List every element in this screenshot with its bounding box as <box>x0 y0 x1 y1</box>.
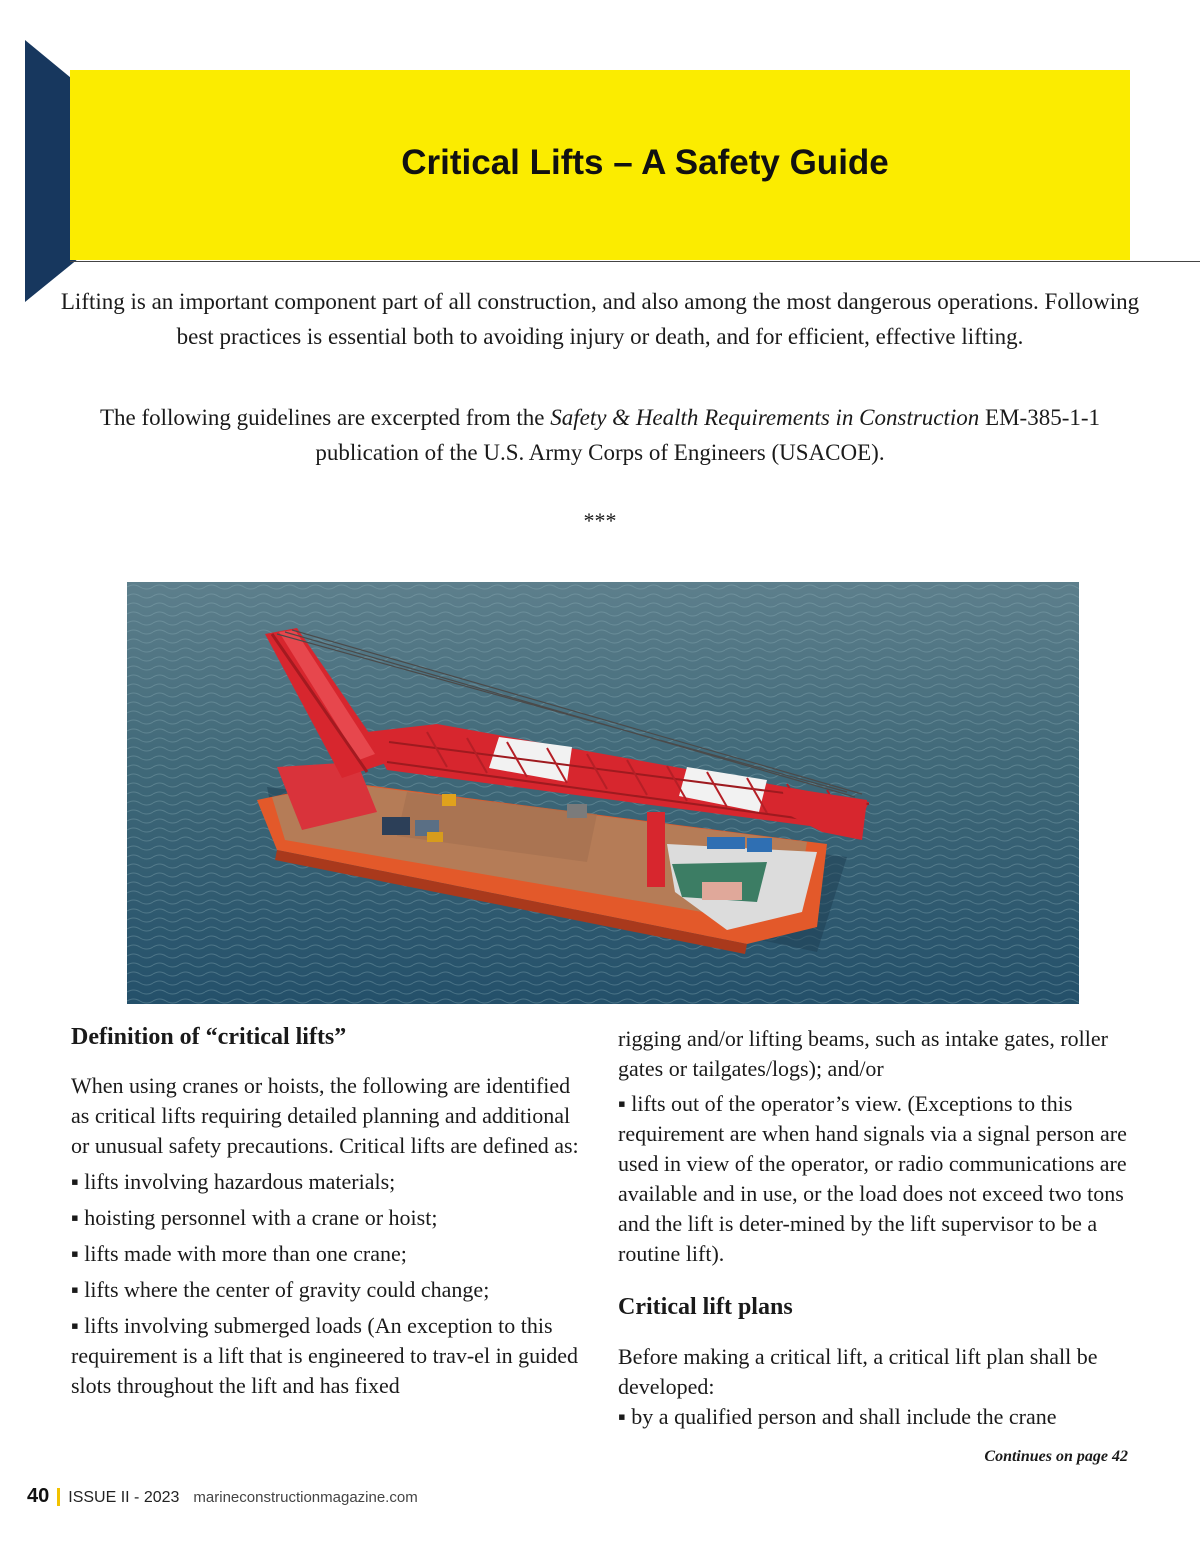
list-item: ▪ hoisting personnel with a crane or hoist; <box>71 1205 438 1230</box>
lift-plan-lead-paragraph: Before making a critical lift, a critical lift plan shall be developed: <box>618 1344 1098 1399</box>
list-item: ▪ by a qualified person and shall include the crane <box>618 1404 1057 1429</box>
continuation-paragraph: rigging and/or lifting beams, such as intake gates, roller gates or tailgates/logs); and/or <box>618 1026 1108 1081</box>
intro-paragraph: Lifting is an important component part of all construction, and also among the most dangerous operations. Following best practices is essential both to avoiding injury or death, and for efficient, effective lifting. <box>60 289 1140 349</box>
page-title: Critical Lifts – A Safety Guide <box>401 143 889 182</box>
website-link[interactable]: marineconstructionmagazine.com <box>193 1489 418 1506</box>
source-paragraph: The following guidelines are excerpted from the Safety & Health Requirements in Construction EM-385-1-1 publication of the U.S. Army Corps of Engineers (USACOE). <box>99 405 1101 465</box>
page-footer <box>27 1485 418 1508</box>
right-column <box>618 1024 1133 1432</box>
section-heading-definition: Definition of “critical lifts” <box>71 1024 347 1050</box>
footer-divider-bar <box>57 1488 60 1506</box>
list-item: ▪ lifts involving hazardous materials; <box>71 1169 396 1194</box>
page-number: 40 <box>27 1485 50 1507</box>
list-item: ▪ lifts out of the operator’s view. (Exceptions to this requirement are when hand signals via a signal person are used in view of the operator, or radio communications are available and in use, or the load does not exceed two tons and the lift is deter-mined by the lift supervisor to be a routine lift). <box>618 1091 1127 1266</box>
list-item: ▪ lifts involving submerged loads (An exception to this requirement is a lift that is engineered to trav-el in guided slots throughout the lift and has fixed <box>71 1313 579 1398</box>
crane-barge-photo <box>127 582 1079 1004</box>
list-item: ▪ lifts made with more than one crane; <box>71 1241 407 1266</box>
publication-title: Safety & Health Requirements in Construction <box>550 405 980 430</box>
header-divider <box>70 261 1200 262</box>
left-column <box>71 1022 586 1401</box>
section-separator: *** <box>583 508 617 533</box>
section-heading-lift-plans: Critical lift plans <box>618 1294 793 1320</box>
list-item: ▪ lifts where the center of gravity could change; <box>71 1277 490 1302</box>
issue-label: ISSUE II - 2023 <box>68 1489 180 1506</box>
continues-note: Continues on page 42 <box>984 1448 1128 1465</box>
definition-lead-paragraph: When using cranes or hoists, the following are identified as critical lifts requiring detailed planning and additional or unusual safety precautions. Critical lifts are defined as: <box>71 1073 579 1158</box>
